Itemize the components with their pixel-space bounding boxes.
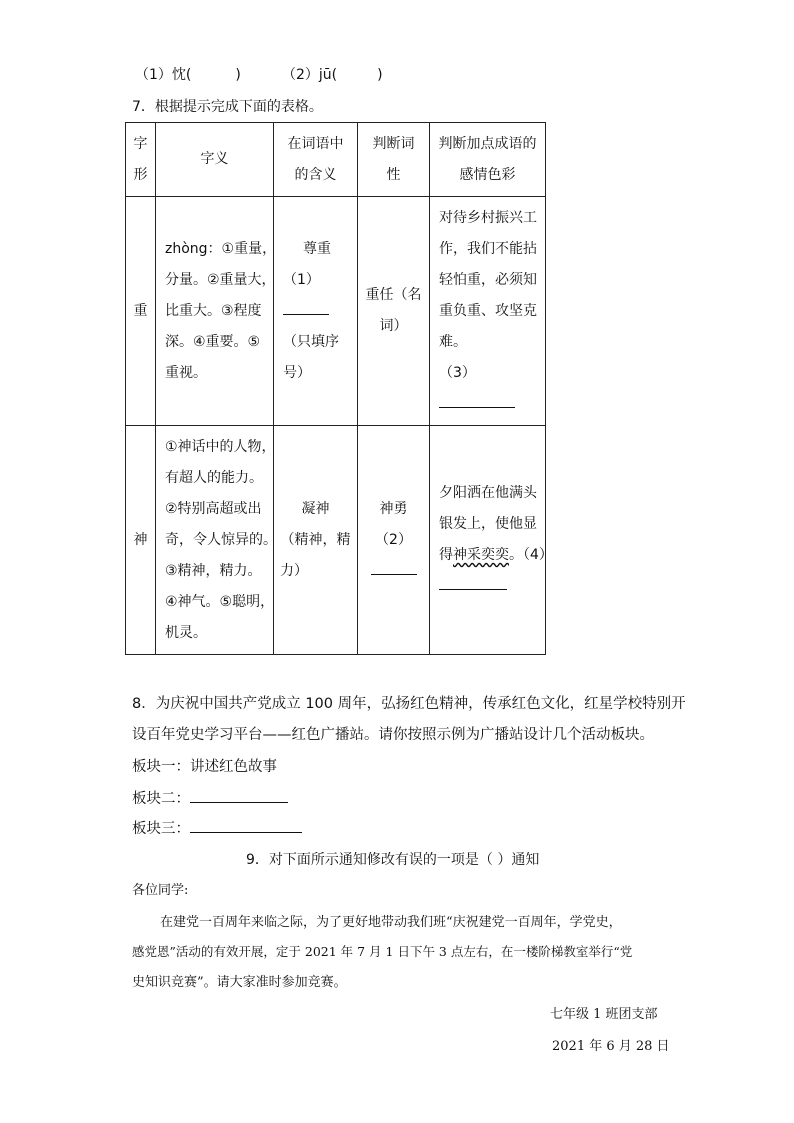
q6-item-2-prefix: （2）jū( bbox=[282, 67, 338, 83]
q6-item-2 bbox=[282, 68, 383, 82]
header-pos: 判断词 性 bbox=[358, 123, 430, 197]
notice-signer: 七年级 1 班团支部 bbox=[550, 1007, 658, 1022]
row2-context: 凝神 （精神，精 力） bbox=[274, 426, 358, 655]
row1-char: 重 bbox=[126, 197, 156, 426]
q7-title: 7．根据提示完成下面的表格。 bbox=[132, 99, 323, 115]
row2-char: 神 bbox=[126, 426, 156, 655]
notice-greeting: 各位同学: bbox=[132, 883, 189, 898]
row2-pos: 神勇 （2） bbox=[358, 426, 430, 655]
header-meaning: 字义 bbox=[156, 123, 274, 197]
q6-item-1-suffix: ) bbox=[235, 67, 241, 83]
row1-emotion: 对待乡村振兴工 作，我们不能拈 轻怕重，必须知 重负重、攻坚克 难。 （3） bbox=[430, 197, 546, 426]
answer-blank-3[interactable] bbox=[439, 406, 515, 408]
answer-blank-1[interactable] bbox=[283, 313, 329, 315]
header-emotion: 判断加点成语的 感情色彩 bbox=[430, 123, 546, 197]
table-row bbox=[126, 426, 546, 655]
row2-emotion: 夕阳洒在他满头 银发上，使他显 得神采奕奕。（4） bbox=[430, 426, 546, 655]
notice-body-2: 感党恩”活动的有效开展，定于 2021 年 7 月 1 日下午 3 点左右，在一楼阶梯教室举行“党 bbox=[132, 944, 633, 959]
q7-table bbox=[125, 122, 553, 655]
q9-title: 9．对下面所示通知修改有误的一项是（ ）通知 bbox=[246, 852, 540, 868]
row2-meaning: ①神话中的人物， 有超人的能力。 ②特别高超或出 奇，令人惊异的。 ③精神，精力。 ④神气。⑤聪明， 机灵。 bbox=[156, 426, 274, 655]
table-header-row bbox=[126, 123, 546, 197]
row1-meaning: zhòng：①重量， 分量。②重量大， 比重大。③程度 深。④重要。⑤ 重视。 bbox=[156, 197, 274, 426]
answer-blank-block-2[interactable] bbox=[190, 801, 288, 803]
q6-item-1 bbox=[135, 68, 241, 82]
q8-block-1: 板块一：讲述红色故事 bbox=[132, 759, 277, 775]
q8-block-2: 板块二： bbox=[132, 792, 288, 807]
q8-line-2: 设百年党史学习平台——红色广播站。请你按照示例为广播站设计几个活动板块。 bbox=[132, 727, 654, 743]
notice-body-3: 史知识竞赛”。请大家准时参加竞赛。 bbox=[132, 975, 347, 990]
row1-pos: 重任（名 词） bbox=[358, 197, 430, 426]
dotted-idiom: 神采奕奕 bbox=[453, 547, 509, 563]
notice-body-1: 在建党一百周年来临之际，为了更好地带动我们班“庆祝建党一百周年，学党史， bbox=[160, 915, 622, 930]
answer-blank-2[interactable] bbox=[371, 573, 417, 575]
answer-blank-4[interactable] bbox=[439, 588, 507, 590]
q8-line-1: 8．为庆祝中国共产党成立 100 周年，弘扬红色精神，传承红色文化，红星学校特别开 bbox=[132, 696, 686, 712]
answer-blank-block-3[interactable] bbox=[190, 831, 302, 833]
notice-date: 2021 年 6 月 28 日 bbox=[552, 1039, 670, 1054]
header-char: 字 形 bbox=[126, 123, 156, 197]
header-context: 在词语中 的含义 bbox=[274, 123, 358, 197]
q6-item-1-prefix: （1）忱( bbox=[135, 67, 192, 83]
table-row bbox=[126, 197, 546, 426]
q8-block-3: 板块三： bbox=[132, 822, 302, 837]
row1-context: 尊重 （1） （只填序 号） bbox=[274, 197, 358, 426]
q6-item-2-suffix: ) bbox=[377, 67, 383, 83]
